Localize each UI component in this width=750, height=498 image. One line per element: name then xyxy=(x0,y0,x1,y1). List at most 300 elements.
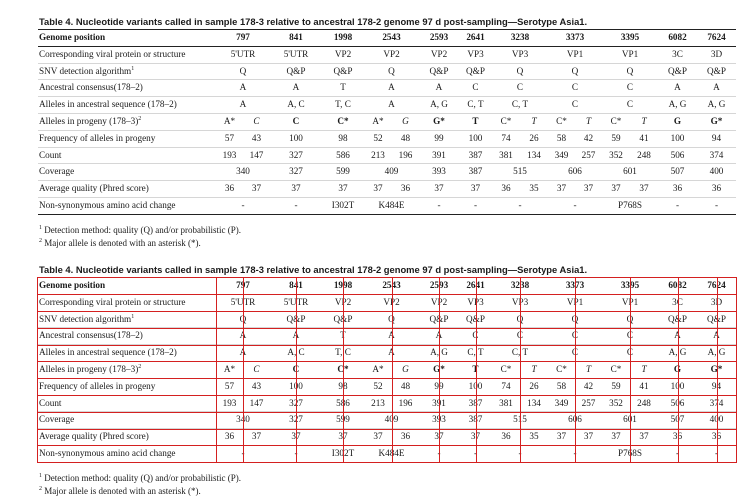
table-cell: T xyxy=(575,113,602,130)
table-cell: 391 xyxy=(419,395,459,412)
table-row-quality xyxy=(38,181,736,198)
table-cell: 352 xyxy=(602,395,630,412)
table-cell: 327 xyxy=(270,412,322,429)
header-position: 3395 xyxy=(602,278,658,295)
row-label: Frequency of alleles in progeny xyxy=(38,130,216,147)
table-cell: C, T xyxy=(459,345,492,362)
table-cell: 507 xyxy=(658,412,697,429)
table-cell: T xyxy=(575,361,602,378)
table-cell: VP1 xyxy=(548,46,602,63)
table-cell: C xyxy=(602,328,658,345)
table-cell: T, C xyxy=(322,345,364,362)
table-cell: Q xyxy=(602,63,658,80)
table-row-ancestral-alleles xyxy=(38,97,736,114)
table-cell: Q xyxy=(548,63,602,80)
table-row-header xyxy=(38,30,736,47)
header-position: 3238 xyxy=(492,30,548,47)
table-cell: - xyxy=(697,445,736,462)
table-cell: A xyxy=(364,328,419,345)
table-cell: VP2 xyxy=(364,46,419,63)
table-cell: P768S xyxy=(602,445,658,462)
table-cell: 43 xyxy=(243,130,270,147)
header-label: Genome position xyxy=(38,30,216,47)
header-position: 1998 xyxy=(322,278,364,295)
table-cell: 3D xyxy=(697,294,736,311)
table-cell: 340 xyxy=(216,164,270,181)
header-position: 7624 xyxy=(697,278,736,295)
table-cell: - xyxy=(492,197,548,214)
table-cell: 606 xyxy=(548,412,602,429)
table-cell: 37 xyxy=(419,429,459,446)
table-cell: 147 xyxy=(243,147,270,164)
table-cell: 213 xyxy=(364,395,392,412)
table-cell: 100 xyxy=(270,130,322,147)
table-cell: A xyxy=(658,80,697,97)
variant-table-annotated xyxy=(38,277,736,463)
table-cell: 48 xyxy=(392,378,419,395)
table-cell: A xyxy=(216,345,270,362)
table-cell: C* xyxy=(548,361,575,378)
table-cell: 48 xyxy=(392,130,419,147)
table-cell: 340 xyxy=(216,412,270,429)
table-cell: 41 xyxy=(630,130,658,147)
table-cell: C xyxy=(548,345,602,362)
table-cell: 599 xyxy=(322,412,364,429)
table-cell: I302T xyxy=(322,197,364,214)
table-cell: - xyxy=(459,197,492,214)
table-cell: 26 xyxy=(520,378,548,395)
table-cell: VP2 xyxy=(419,294,459,311)
table-row-count xyxy=(38,147,736,164)
table-cell: A, G xyxy=(419,345,459,362)
table-cell: 35 xyxy=(520,181,548,198)
header-position: 2641 xyxy=(459,278,492,295)
table-cell: 94 xyxy=(697,130,736,147)
table-cell: 374 xyxy=(697,147,736,164)
table-cell: 74 xyxy=(492,378,520,395)
table-cell: 36 xyxy=(392,181,419,198)
table-cell: - xyxy=(216,197,270,214)
table-cell: VP1 xyxy=(602,46,658,63)
table-cell: A, C xyxy=(270,97,322,114)
table-cell: - xyxy=(658,197,697,214)
table-cell: 193 xyxy=(216,395,243,412)
table-cell: Q&P xyxy=(658,63,697,80)
table-cell: 100 xyxy=(459,130,492,147)
table-cell: C, T xyxy=(492,97,548,114)
table-row-consensus xyxy=(38,328,736,345)
table-cell: Q&P xyxy=(322,63,364,80)
table-cell: C xyxy=(270,113,322,130)
table-cell: C* xyxy=(492,113,520,130)
table-cell: 37 xyxy=(630,181,658,198)
table-cell: 400 xyxy=(697,412,736,429)
table-cell: 36 xyxy=(492,181,520,198)
table-cell: 193 xyxy=(216,147,243,164)
variant-table xyxy=(38,29,736,215)
table-cell: 3C xyxy=(658,294,697,311)
table-cell: VP1 xyxy=(602,294,658,311)
table-cell: A* xyxy=(216,113,243,130)
table-cell: T xyxy=(459,361,492,378)
row-label: Coverage xyxy=(38,412,216,429)
table-cell: A xyxy=(270,80,322,97)
table-cell: Q&P xyxy=(322,311,364,328)
table-row-structure xyxy=(38,294,736,311)
table-cell: 515 xyxy=(492,164,548,181)
row-label: Alleles in ancestral sequence (178–2) xyxy=(38,97,216,114)
table-cell: 213 xyxy=(364,147,392,164)
table-cell: 393 xyxy=(419,164,459,181)
table-cell: A xyxy=(697,328,736,345)
table-cell: 37 xyxy=(459,181,492,198)
header-position: 6082 xyxy=(658,278,697,295)
table-cell: C xyxy=(492,328,548,345)
table-cell: C* xyxy=(492,361,520,378)
footnote-1: $^1$ Detection method: quality (Q) and/or probabilistic (P). xyxy=(39,472,241,483)
table-cell: 37 xyxy=(575,429,602,446)
table-cell: C* xyxy=(548,113,575,130)
table-cell: I302T xyxy=(322,445,364,462)
table-cell: C xyxy=(459,80,492,97)
table-cell: A, G xyxy=(658,97,697,114)
table-cell: - xyxy=(216,445,270,462)
header-position: 2543 xyxy=(364,30,419,47)
table-cell: 37 xyxy=(243,181,270,198)
table-cell: Q&P xyxy=(697,63,736,80)
table-cell: C xyxy=(548,97,602,114)
table-cell: - xyxy=(419,197,459,214)
table-cell: 36 xyxy=(392,429,419,446)
table-row-ancestral-alleles xyxy=(38,345,736,362)
table-row-nonsynonymous xyxy=(38,197,736,214)
table-cell: 52 xyxy=(364,378,392,395)
table-cell: 100 xyxy=(658,130,697,147)
table-cell: C xyxy=(602,80,658,97)
table-cell: 507 xyxy=(658,164,697,181)
table-cell: Q xyxy=(216,311,270,328)
table-cell: 327 xyxy=(270,147,322,164)
footnotes xyxy=(39,472,716,498)
table-cell: 94 xyxy=(697,378,736,395)
table-cell: C xyxy=(602,345,658,362)
table-cell: 37 xyxy=(364,181,392,198)
table-cell: 5'UTR xyxy=(216,46,270,63)
table-row-progeny xyxy=(38,113,736,130)
table-cell: Q&P xyxy=(270,311,322,328)
table-cell: C xyxy=(270,361,322,378)
table-cell: VP2 xyxy=(322,294,364,311)
table-cell: A xyxy=(364,80,419,97)
table-cell: 36 xyxy=(216,181,243,198)
table-cell: G xyxy=(658,361,697,378)
table-cell: A xyxy=(364,345,419,362)
table-cell: 99 xyxy=(419,130,459,147)
table-cell: 37 xyxy=(322,429,364,446)
footnote-1: $^1$ Detection method: quality (Q) and/or probabilistic (P). xyxy=(39,224,241,235)
table-cell: 393 xyxy=(419,412,459,429)
row-label: Ancestral consensus(178–2) xyxy=(38,328,216,345)
table-cell: VP2 xyxy=(364,294,419,311)
table-cell: 59 xyxy=(602,378,630,395)
table-cell: Q xyxy=(364,311,419,328)
table-cell: 58 xyxy=(548,378,575,395)
table-cell: 98 xyxy=(322,378,364,395)
table-cell: 42 xyxy=(575,130,602,147)
table-cell: 100 xyxy=(459,378,492,395)
table-cell: 248 xyxy=(630,147,658,164)
table-cell: 99 xyxy=(419,378,459,395)
row-label: Non-synonymous amino acid change xyxy=(38,197,216,214)
table-cell: C xyxy=(459,328,492,345)
table-cell: A xyxy=(216,80,270,97)
header-position: 797 xyxy=(216,30,270,47)
table-cell: Q xyxy=(602,311,658,328)
table-cell: A xyxy=(419,80,459,97)
table-row-progeny xyxy=(38,361,736,378)
table-cell: 37 xyxy=(548,181,575,198)
table-cell: A xyxy=(216,328,270,345)
table-cell: - xyxy=(658,445,697,462)
table-cell: Q xyxy=(216,63,270,80)
table-cell: 327 xyxy=(270,395,322,412)
table-cell: 387 xyxy=(459,412,492,429)
table-cell: 37 xyxy=(630,429,658,446)
table-cell: A* xyxy=(364,361,392,378)
header-position: 3373 xyxy=(548,30,602,47)
table-cell: - xyxy=(492,445,548,462)
table-cell: A, C xyxy=(270,345,322,362)
row-label: Corresponding viral protein or structure xyxy=(38,294,216,311)
table-cell: 134 xyxy=(520,147,548,164)
table-cell: G* xyxy=(697,361,736,378)
table-cell: T, C xyxy=(322,97,364,114)
table-cell: A* xyxy=(216,361,243,378)
table-cell: 43 xyxy=(243,378,270,395)
table-cell: Q xyxy=(492,311,548,328)
table-cell: 37 xyxy=(243,429,270,446)
table-row-coverage xyxy=(38,164,736,181)
table-cell: 26 xyxy=(520,130,548,147)
table-cell: Q xyxy=(492,63,548,80)
table-cell: 387 xyxy=(459,164,492,181)
table-cell: VP2 xyxy=(419,46,459,63)
table-row-structure xyxy=(38,46,736,63)
table-cell: K484E xyxy=(364,445,419,462)
table-row-algorithm xyxy=(38,63,736,80)
table-cell: C, T xyxy=(459,97,492,114)
row-label: Frequency of alleles in progeny xyxy=(38,378,216,395)
table-cell: C xyxy=(243,113,270,130)
header-position: 2641 xyxy=(459,30,492,47)
header-position: 3238 xyxy=(492,278,548,295)
table-cell: T xyxy=(520,361,548,378)
table-cell: 248 xyxy=(630,395,658,412)
table-cell: 37 xyxy=(419,181,459,198)
table-cell: 3D xyxy=(697,46,736,63)
table-cell: - xyxy=(459,445,492,462)
table-cell: C xyxy=(243,361,270,378)
table-cell: G xyxy=(658,113,697,130)
table-cell: Q&P xyxy=(459,63,492,80)
table-caption: Table 4. Nucleotide variants called in sample 178-3 relative to ancestral 178-2 genome 97 d post-sampling—Serotype Asia1. xyxy=(39,264,588,275)
table-cell: VP3 xyxy=(492,46,548,63)
table-panel-annotated xyxy=(38,262,726,498)
table-row-consensus xyxy=(38,80,736,97)
table-cell: T xyxy=(322,328,364,345)
table-cell: 515 xyxy=(492,412,548,429)
header-position: 1998 xyxy=(322,30,364,47)
table-cell: 37 xyxy=(602,429,630,446)
table-cell: A xyxy=(364,97,419,114)
table-cell: 374 xyxy=(697,395,736,412)
table-row-frequency xyxy=(38,378,736,395)
header-position: 3373 xyxy=(548,278,602,295)
table-cell: Q&P xyxy=(419,311,459,328)
footnotes xyxy=(39,224,716,250)
table-cell: VP3 xyxy=(459,46,492,63)
table-cell: A xyxy=(216,97,270,114)
table-cell: - xyxy=(419,445,459,462)
table-cell: 352 xyxy=(602,147,630,164)
table-row-count xyxy=(38,395,736,412)
table-cell: 57 xyxy=(216,378,243,395)
table-row-coverage xyxy=(38,412,736,429)
table-cell: T xyxy=(520,113,548,130)
table-cell: A xyxy=(270,328,322,345)
table-caption: Table 4. Nucleotide variants called in sample 178-3 relative to ancestral 178-2 genome 97 d post-sampling—Serotype Asia1. xyxy=(39,16,588,27)
header-position: 2593 xyxy=(419,278,459,295)
table-row-algorithm xyxy=(38,311,736,328)
row-label: Count xyxy=(38,147,216,164)
table-cell: C xyxy=(492,80,548,97)
table-cell: 387 xyxy=(459,147,492,164)
table-cell: T xyxy=(459,113,492,130)
table-cell: 196 xyxy=(392,147,419,164)
row-label: Average quality (Phred score) xyxy=(38,181,216,198)
table-cell: A* xyxy=(364,113,392,130)
table-cell: 5'UTR xyxy=(270,46,322,63)
table-cell: 57 xyxy=(216,130,243,147)
table-cell: 586 xyxy=(322,395,364,412)
row-label: Non-synonymous amino acid change xyxy=(38,445,216,462)
table-cell: - xyxy=(548,445,602,462)
table-cell: 37 xyxy=(322,181,364,198)
table-cell: 409 xyxy=(364,412,419,429)
table-cell: T xyxy=(322,80,364,97)
table-cell: A, G xyxy=(697,345,736,362)
table-cell: P768S xyxy=(602,197,658,214)
header-position: 841 xyxy=(270,30,322,47)
header-position: 6082 xyxy=(658,30,697,47)
header-label: Genome position xyxy=(38,278,216,295)
table-cell: 601 xyxy=(602,412,658,429)
table-cell: - xyxy=(548,197,602,214)
table-cell: G* xyxy=(419,361,459,378)
table-cell: A xyxy=(658,328,697,345)
table-cell: Q&P xyxy=(419,63,459,80)
table-cell: A xyxy=(419,328,459,345)
table-cell: 42 xyxy=(575,378,602,395)
row-label: Alleles in ancestral sequence (178–2) xyxy=(38,345,216,362)
row-label: Alleles in progeny $(178-3)^2$ xyxy=(38,113,216,130)
table-cell: 601 xyxy=(602,164,658,181)
table-cell: - xyxy=(270,197,322,214)
table-cell: 74 xyxy=(492,130,520,147)
table-cell: Q&P xyxy=(697,311,736,328)
table-cell: 327 xyxy=(270,164,322,181)
row-label: SNV detection algorithm$^1$ xyxy=(38,63,216,80)
table-cell: A xyxy=(697,80,736,97)
table-cell: - xyxy=(270,445,322,462)
header-position: 841 xyxy=(270,278,322,295)
table-cell: 37 xyxy=(575,181,602,198)
table-cell: 36 xyxy=(658,429,697,446)
table-cell: 381 xyxy=(492,395,520,412)
row-label: Ancestral consensus(178–2) xyxy=(38,80,216,97)
table-cell: Q&P xyxy=(658,311,697,328)
table-cell: C xyxy=(602,97,658,114)
table-cell: 98 xyxy=(322,130,364,147)
table-cell: A, G xyxy=(658,345,697,362)
table-panel-original xyxy=(38,14,726,250)
table-cell: 37 xyxy=(602,181,630,198)
table-cell: 36 xyxy=(697,181,736,198)
table-cell: VP1 xyxy=(548,294,602,311)
table-cell: G xyxy=(392,113,419,130)
table-cell: 147 xyxy=(243,395,270,412)
table-cell: VP3 xyxy=(492,294,548,311)
table-cell: 37 xyxy=(459,429,492,446)
table-row-frequency xyxy=(38,130,736,147)
table-cell: 37 xyxy=(548,429,575,446)
table-cell: C xyxy=(548,328,602,345)
table-cell: Q&P xyxy=(459,311,492,328)
row-label: Average quality (Phred score) xyxy=(38,429,216,446)
table-cell: 5'UTR xyxy=(270,294,322,311)
table-cell: 35 xyxy=(520,429,548,446)
table-cell: G xyxy=(392,361,419,378)
table-cell: 36 xyxy=(492,429,520,446)
table-cell: G* xyxy=(697,113,736,130)
table-cell: C* xyxy=(322,361,364,378)
table-cell: VP2 xyxy=(322,46,364,63)
table-cell: 100 xyxy=(270,378,322,395)
table-cell: A, G xyxy=(697,97,736,114)
table-cell: - xyxy=(697,197,736,214)
table-cell: C* xyxy=(602,113,630,130)
annotated-table-holder xyxy=(38,277,726,463)
table-cell: A, G xyxy=(419,97,459,114)
table-cell: 37 xyxy=(270,181,322,198)
table-cell: 37 xyxy=(364,429,392,446)
table-cell: 36 xyxy=(658,181,697,198)
header-position: 2543 xyxy=(364,278,419,295)
table-cell: 36 xyxy=(216,429,243,446)
table-cell: 37 xyxy=(270,429,322,446)
table-row-nonsynonymous xyxy=(38,445,736,462)
table-cell: C xyxy=(548,80,602,97)
table-cell: T xyxy=(630,361,658,378)
table-cell: Q xyxy=(364,63,419,80)
footnote-2: $^2$ Major allele is denoted with an asterisk (*). xyxy=(39,237,201,248)
table-cell: 257 xyxy=(575,395,602,412)
header-position: 797 xyxy=(216,278,270,295)
table-cell: 134 xyxy=(520,395,548,412)
table-cell: 257 xyxy=(575,147,602,164)
table-cell: 381 xyxy=(492,147,520,164)
table-cell: K484E xyxy=(364,197,419,214)
